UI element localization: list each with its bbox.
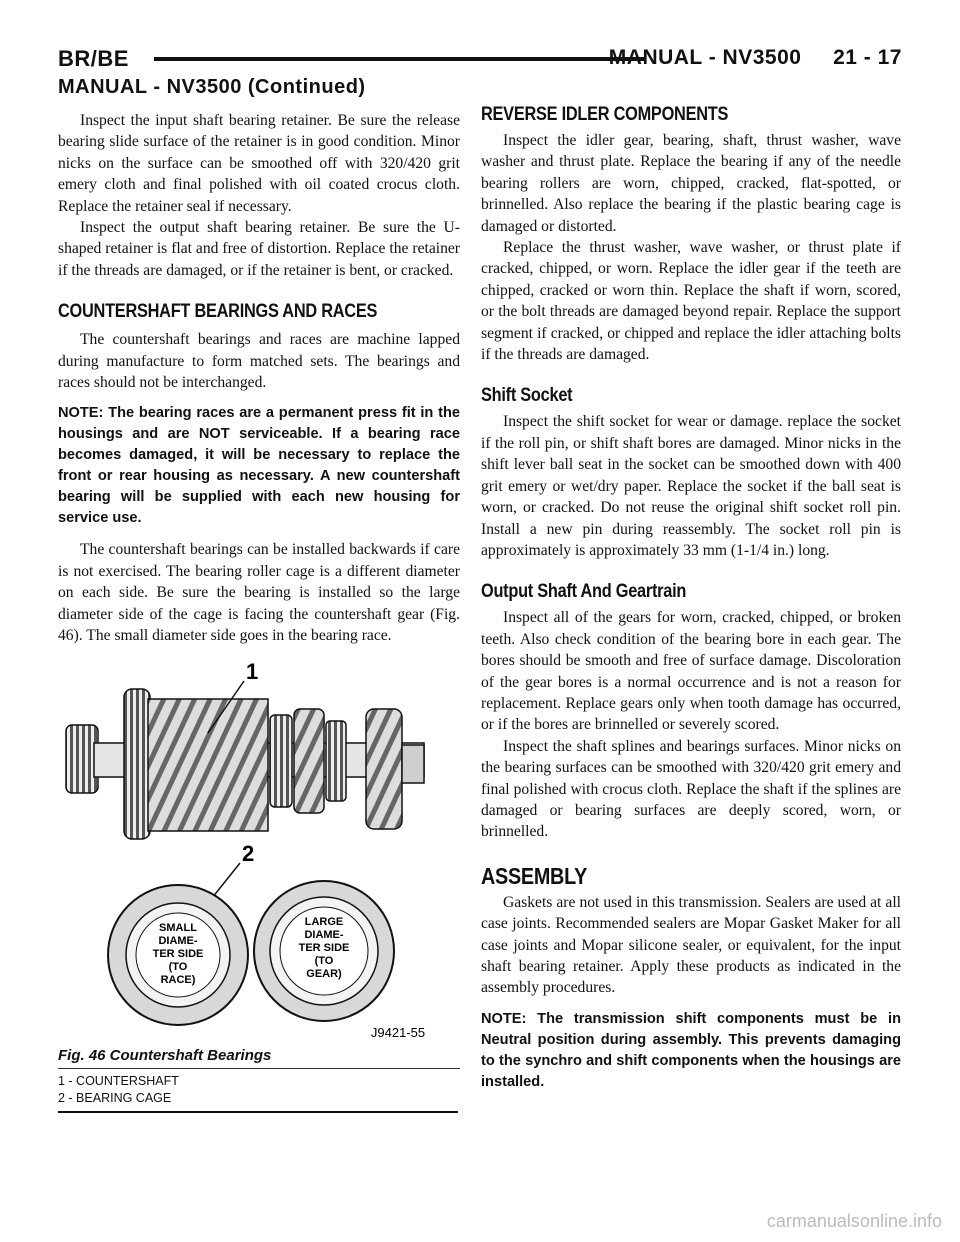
small-label-1: SMALL xyxy=(159,921,197,934)
paragraph: Inspect the idler gear, bearing, shaft, thrust washer, wave washer and thrust plate. Replace the bearing if any of the needle bearing rollers are worn, chipped, cracked, flat-spotted, or brinnelled. Also replace the bearing if the plastic bearing cage is damaged or distorted. xyxy=(481,132,901,235)
small-label-4: (TO xyxy=(168,960,188,973)
paragraph: The countershaft bearings can be installed backwards if care is not exercised. The bearing roller cage is a different diameter on each side. Be sure the bearing is installed so the large diameter side of the cage is facing the countershaft gear (Fig. 46). The small diameter side goes in the bearing race. xyxy=(58,541,460,645)
large-label-2: DIAME- xyxy=(304,928,344,941)
note: NOTE: The bearing races are a permanent press fit in the housings and are NOT serviceable. If a bearing race becomes damaged, it will be necessary to replace the front or rear housing as necessary. A new countershaft bearing will be supplied with each new housing for service use. xyxy=(58,405,460,527)
paragraph: Inspect the shaft splines and bearings surfaces. Minor nicks on the bearing surfaces can be smoothed with 320/420 grit emery and final polished with crocus cloth. Replace the shaft if the splines are damaged or bearing surfaces are deeply scored, worn, or brinnelled. xyxy=(481,737,901,841)
paragraph: Inspect the input shaft bearing retainer. Be sure the release bearing slide surface of the retainer is in good condition. Minor nicks on the surface can be smoothed off with 320/420 grit emery cloth and final polished with oil coated crocus cloth. Replace the retainer seal if necessary. xyxy=(58,112,460,215)
callout-2: 2 xyxy=(242,840,255,866)
section-heading: REVERSE IDLER COMPONENTS xyxy=(481,104,729,125)
large-label-1: LARGE xyxy=(304,915,344,928)
figure-countershaft-bearings xyxy=(58,655,450,1045)
paragraph: The countershaft bearings and races are machine lapped during manufacture to form matched sets. The bearings and races should not be interchanged. xyxy=(58,331,460,392)
paragraph: Replace the thrust washer, wave washer, or thrust plate if cracked, chipped, or worn. Replace the idler gear if the teeth are chipped, cracked or worn thin. Replace the shaft if worn, scored, or the bolt threads are damaged beyond repair. Replace the support segment if cracked, or chipped and replace the idler attaching bolts if the threads are damaged. xyxy=(481,239,901,364)
section-heading: ASSEMBLY xyxy=(481,862,588,889)
countershaft-illustration xyxy=(58,655,450,1045)
small-label-2: DIAME- xyxy=(158,934,198,947)
large-label-5: GEAR) xyxy=(306,967,342,980)
large-label-3: TER SIDE xyxy=(298,941,350,954)
callout-1: 1 xyxy=(246,658,259,684)
continued-title: MANUAL - NV3500 (Continued) xyxy=(58,76,366,98)
paragraph: Inspect all of the gears for worn, cracked, chipped, or broken teeth. Also check condition of the bearing bore in each gear. The bores should be smooth and free of surface damage. Discoloration of the gear bores is a normal occurrence and is not a reason for replacement. Replace gears only when tooth damage has occurred, or if the bores are brinnelled or severely scored. xyxy=(481,609,901,734)
header-right: MANUAL - NV3500 21 - 17 xyxy=(608,46,902,69)
legend-item: 1 - COUNTERSHAFT xyxy=(58,1073,179,1088)
section-heading: COUNTERSHAFT BEARINGS AND RACES xyxy=(58,301,378,323)
note: NOTE: The transmission shift components must be in Neutral position during assembly. This prevents damaging to the synchro and shift components when the housings are installed. xyxy=(481,1010,901,1090)
page-header xyxy=(58,40,902,74)
header-rule xyxy=(154,57,644,61)
figure-caption: Fig. 46 Countershaft Bearings xyxy=(58,1046,272,1064)
paragraph: Gaskets are not used in this transmission. Sealers are used at all case joints. Recommended sealers are Mopar Gasket Maker for all case joints and Mopar silicone sealer, or equivalent, for the input shaft bearing retainer. Apply these products as indicated in the assembly procedures. xyxy=(481,893,901,997)
small-label-5: RACE) xyxy=(160,973,196,986)
section-heading: Output Shaft And Geartrain xyxy=(481,581,687,603)
paragraph: Inspect the output shaft bearing retainer. Be sure the U-shaped retainer is flat and free of distortion. Replace the retainer if the threads are damaged, or if the retainer is bent, or cracked. xyxy=(58,219,460,279)
watermark: carmanualsonline.info xyxy=(766,1211,942,1231)
section-heading: Shift Socket xyxy=(481,385,573,407)
left-column xyxy=(58,110,460,1113)
right-column xyxy=(481,104,901,1093)
small-label-3: TER SIDE xyxy=(152,947,204,960)
legend-item: 2 - BEARING CAGE xyxy=(58,1090,172,1105)
header-left: BR/BE xyxy=(58,46,129,71)
paragraph: Inspect the shift socket for wear or damage. replace the socket if the roll pin, or shift shaft bores are damaged. Minor nicks in the shift lever ball seat in the socket can be smoothed down with 400 grit emery or wet/dry paper. Replace the socket if the ball seat is worn, or cracked. Do not reuse the original shift socket roll pin. Install a new pin during reassembly. The socket roll pin is approximately is approximately 33 mm (1-1/4 in.) long. xyxy=(481,413,901,559)
figure-code: J9421-55 xyxy=(370,1024,426,1040)
large-label-4: (TO xyxy=(314,954,334,967)
